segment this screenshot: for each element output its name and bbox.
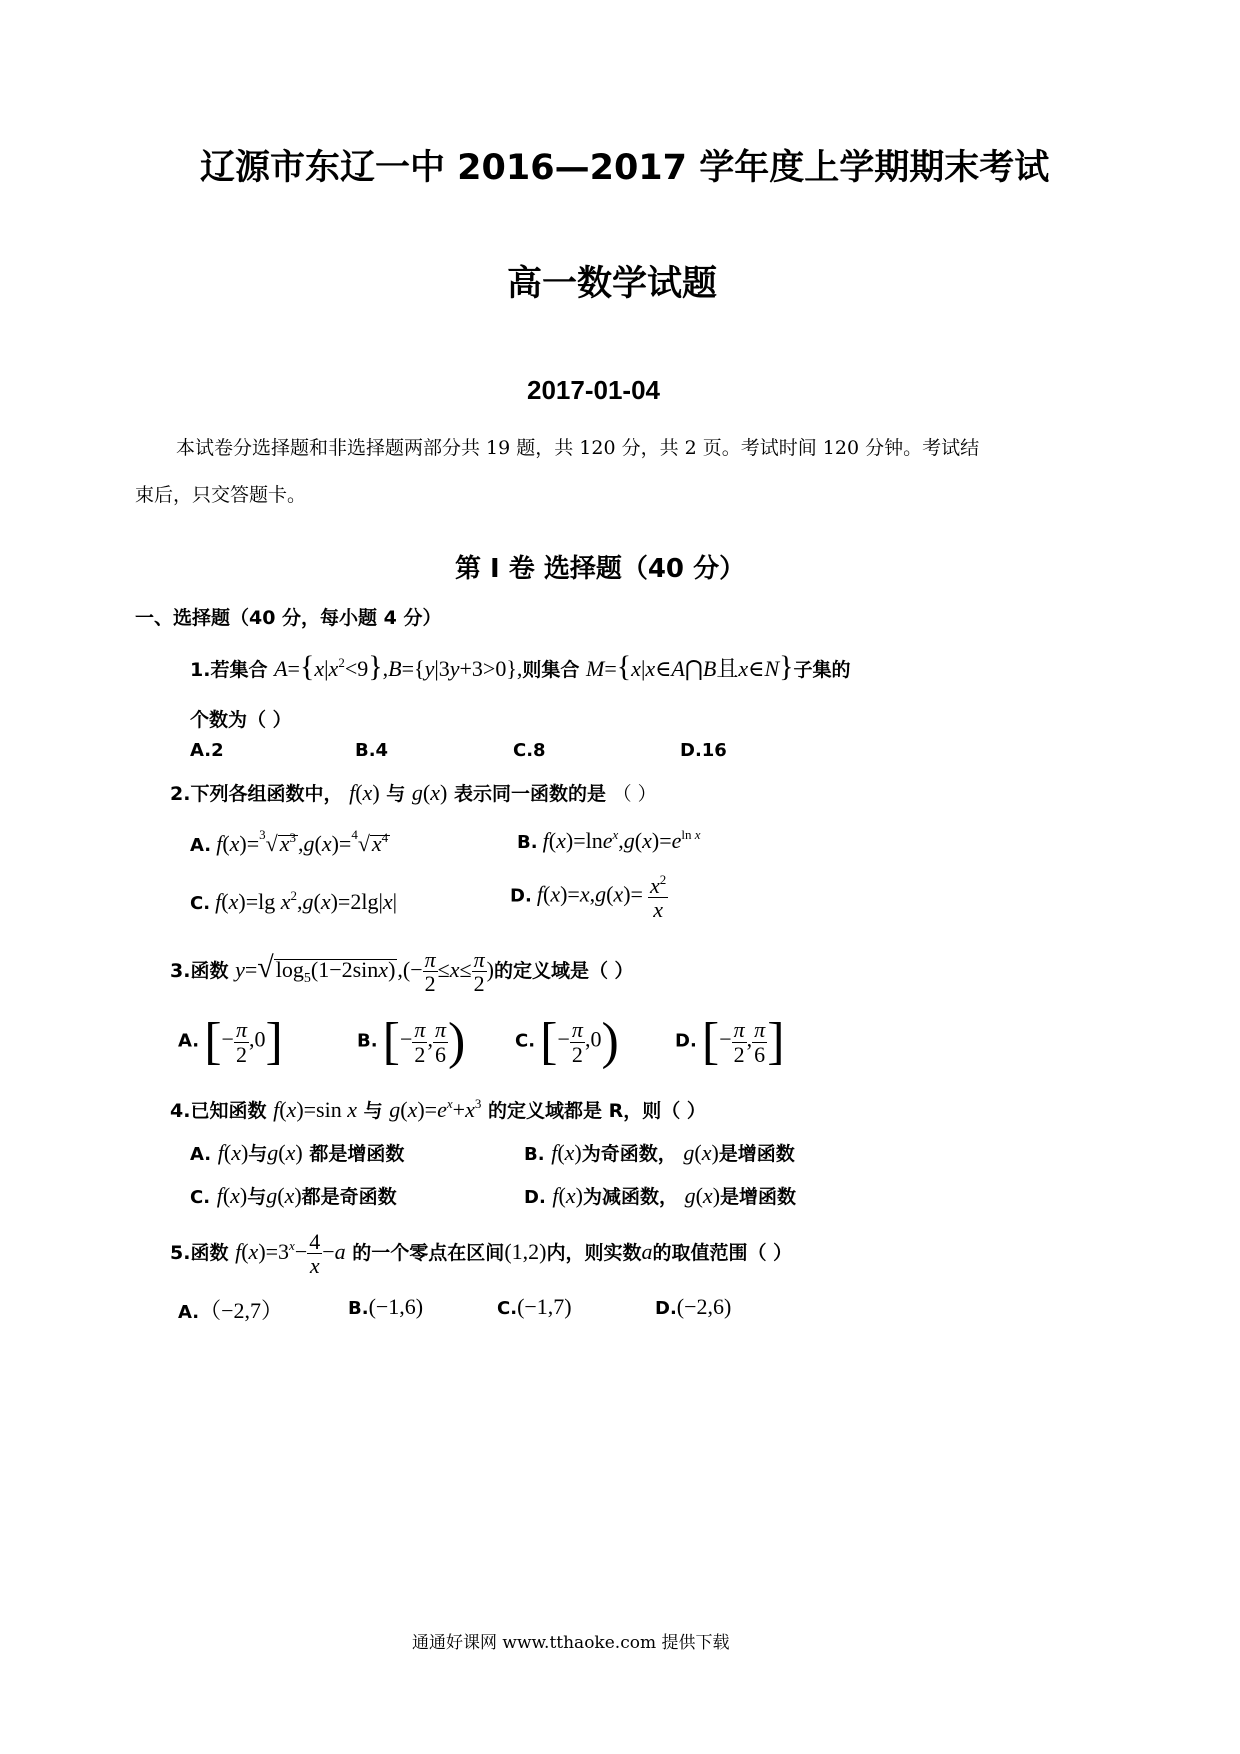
q4-option-a: A. f(x)与g(x) 都是增函数 xyxy=(190,1140,405,1165)
exam-subtitle: 高一数学试题 xyxy=(507,264,718,304)
q5-option-b: B.(−1,6) xyxy=(348,1294,424,1319)
q1-option-a: A.2 xyxy=(190,740,224,761)
q4-tail: 的定义域都是 R，则（ ） xyxy=(487,1100,706,1122)
q4-option-c: C. f(x)与g(x)都是奇函数 xyxy=(190,1183,397,1208)
q4-lead: 已知函数 xyxy=(190,1100,267,1122)
part-title: 一、选择题（40 分，每小题 4 分） xyxy=(135,607,442,629)
q1-mid: 则集合 xyxy=(522,659,580,681)
q4-option-b: B. f(x)为奇函数， g(x)是增函数 xyxy=(524,1140,795,1165)
question-5: 5.函数 $f(x)=3^x-$ $\frac{4}{x}$ −a 的一个零点在区间(1,2)内，则实数a的取值范围（ ） xyxy=(170,1229,793,1279)
question-2: 2.下列各组函数中， f(x) 与 g(x) 表示同一函数的是 （ ） xyxy=(170,780,657,805)
q1-number: 1. xyxy=(190,659,211,681)
question-4: 4.已知函数 f(x)=sin x 与 $g(x)=e^x+x^3$ 的定义域都是 R，则（ ） xyxy=(170,1096,706,1122)
q5-mid: 的一个零点在区间 xyxy=(352,1242,505,1265)
q2-option-c: C. f(x)=lg $x^2,g(x)=2\lg|x|$ xyxy=(190,888,398,914)
page-footer: 通通好课网 www.tthaoke.com 提供下载 xyxy=(412,1633,730,1653)
q2-option-a: A. $f(x)=^3√x^3,g(x)=^4√x^4$ xyxy=(190,827,389,856)
q2-paren: （ ） xyxy=(612,783,657,805)
q5-option-a: A.（−2,7） xyxy=(178,1298,284,1323)
q5-number: 5. xyxy=(170,1242,191,1265)
q2-lead: 下列各组函数中， xyxy=(190,783,343,805)
intro-line-2: 束后，只交答题卡。 xyxy=(135,484,307,506)
q1-option-b: B.4 xyxy=(355,740,389,761)
q3-option-c: C. [− $\frac{\pi}{2}$ ,0) xyxy=(515,1013,619,1070)
q2-number: 2. xyxy=(170,783,191,805)
q3-lead: 函数 xyxy=(190,960,229,983)
q5-mid2: 内，则实数 xyxy=(546,1242,642,1265)
q3-option-d: D. [− $\frac{\pi}{2}$ , $\frac{\pi}{6}$ ] xyxy=(675,1013,785,1070)
q5-option-c: C.(−1,7) xyxy=(497,1294,572,1319)
q1-lead: 若集合 xyxy=(210,659,268,681)
question-3: 3.函数 $y=√\log_5(1-2\sin x),(-$ $\frac{\pi}{2}$ ≤x≤ $\frac{\pi}{2}$ )的定义域是（ ） xyxy=(170,947,634,997)
exam-date: 2017-01-04 xyxy=(527,375,660,405)
q3-option-b: B. [− $\frac{\pi}{2}$ , $\frac{\pi}{6}$ ) xyxy=(357,1013,466,1070)
q5-option-d: D.(−2,6) xyxy=(655,1294,732,1319)
exam-title: 辽源市东辽一中 2016—2017 学年度上学期期末考试 xyxy=(200,148,1050,188)
q3-number: 3. xyxy=(170,960,191,983)
q3-tail: 的定义域是（ ） xyxy=(493,960,634,983)
q2-option-d: D. f(x)=x,g(x)= $\frac{x^2}{x}$ xyxy=(510,872,667,923)
q2-option-b: B. $f(x)=\ln e^x,g(x)=e^{ln}$ $^x$ xyxy=(517,827,701,853)
q1-option-c: C.8 xyxy=(513,740,546,761)
intro-line-1: 本试卷分选择题和非选择题两部分共 19 题，共 120 分，共 2 页。考试时间 120 分钟。考试结 xyxy=(176,437,980,459)
q1-line-2: 个数为（ ） xyxy=(190,709,292,731)
q1-tail: 子集的 xyxy=(793,659,851,681)
q2-tail: 表示同一函数的是 xyxy=(453,783,606,805)
q5-lead: 函数 xyxy=(190,1242,229,1265)
q4-number: 4. xyxy=(170,1100,191,1122)
q5-tail: 的取值范围（ ） xyxy=(652,1242,793,1265)
q1-option-d: D.16 xyxy=(680,740,727,761)
q4-mid: 与 xyxy=(363,1100,383,1122)
question-1: 1.若集合 $A=\{x|x^2<9\},B=\{y|3y+3>0\}$,则集合 M={x|x∈A⋂B且x∈N}子集的 xyxy=(190,650,851,683)
q1-set-a: A xyxy=(274,656,288,681)
q2-mid: 与 xyxy=(386,783,406,805)
section-title: 第 Ⅰ 卷 选择题（40 分） xyxy=(455,554,746,584)
q4-option-d: D. f(x)为减函数， g(x)是增函数 xyxy=(524,1183,797,1208)
q3-option-a: A. [− $\frac{\pi}{2}$ ,0] xyxy=(178,1013,283,1070)
